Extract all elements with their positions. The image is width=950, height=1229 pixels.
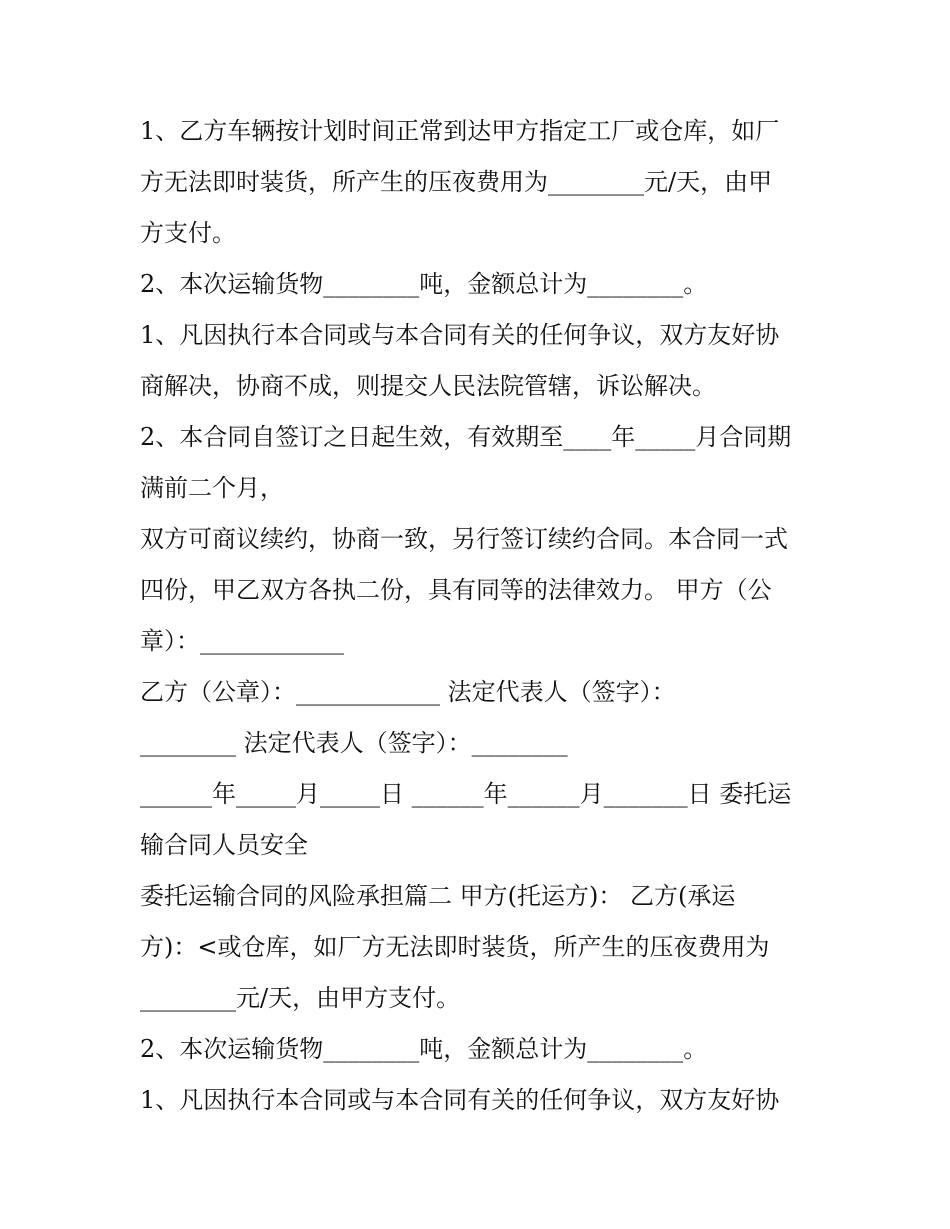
text-line: 1、乙方车辆按计划时间正常到达甲方指定工厂或仓库，如厂 [140, 117, 780, 145]
text-line: ______年_____月_____日 ______年______月_______日 委托运 [140, 780, 792, 808]
text-line: 四份，甲乙双方各执二份，具有同等的法律效力。 甲方（公 [140, 576, 772, 604]
text-line: 委托运输合同的风险承担篇二 甲方(托运方)： 乙方(承运 [140, 882, 736, 910]
text-line: 2、本次运输货物________吨，金额总计为________。 [140, 270, 708, 298]
text-line: ________元/天，由甲方支付。 [140, 984, 461, 1012]
text-line: 方无法即时装货，所产生的压夜费用为________元/天，由甲 [140, 168, 773, 196]
text-line: 1、凡因执行本合同或与本合同有关的任何争议，双方友好协 [140, 321, 780, 349]
text-line: 章）：____________ [140, 627, 344, 655]
text-line: 双方可商议续约，协商一致，另行签订续约合同。本合同一式 [140, 525, 788, 553]
text-line: 方支付。 [140, 219, 236, 247]
text-line: ________ 法定代表人（签字）：________ [140, 729, 568, 757]
text-line: 商解决，协商不成，则提交人民法院管辖，诉讼解决。 [140, 372, 716, 400]
text-line: 2、本次运输货物________吨，金额总计为________。 [140, 1035, 708, 1063]
text-line: 满前二个月， [140, 474, 284, 502]
text-line: 方)：<或仓库，如厂方无法即时装货，所产生的压夜费用为 [140, 933, 770, 961]
text-line: 1、凡因执行本合同或与本合同有关的任何争议，双方友好协 [140, 1086, 780, 1114]
text-line: 乙方（公章）：____________ 法定代表人（签字）： [140, 678, 676, 706]
contract-text [140, 106, 830, 1126]
text-line: 输合同人员安全 [140, 831, 308, 859]
text-line: 2、本合同自签订之日起生效，有效期至____年_____月合同期 [140, 423, 792, 451]
